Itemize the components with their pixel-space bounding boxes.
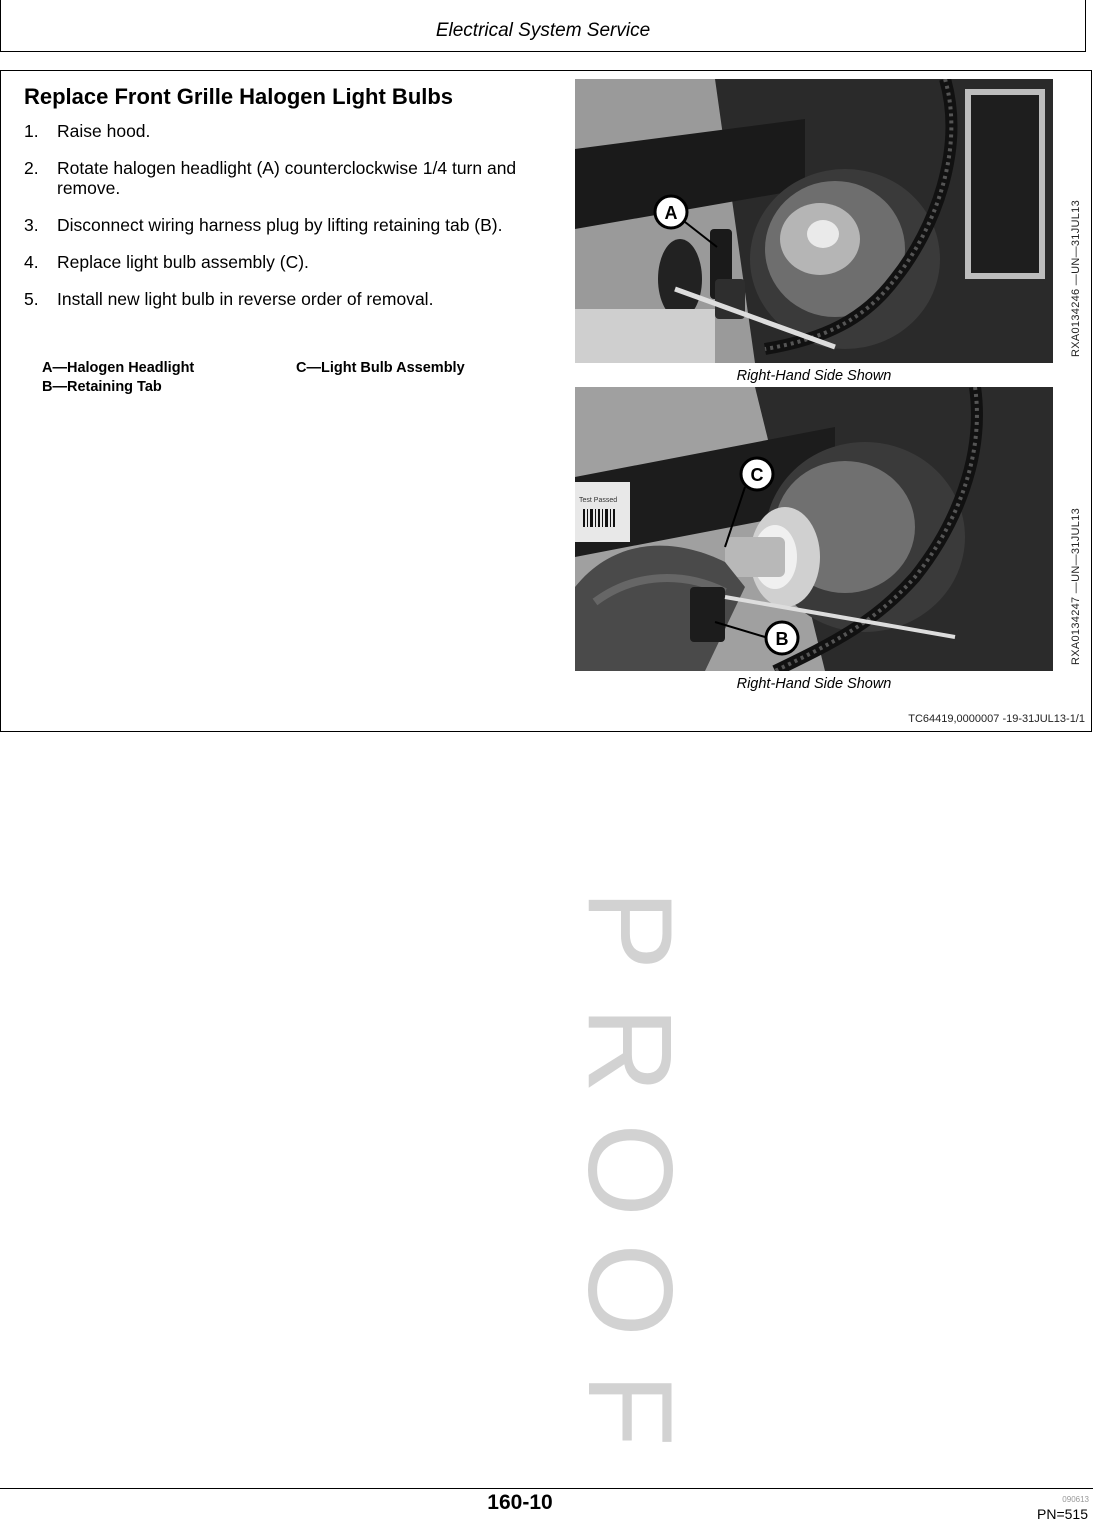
- section-title: Replace Front Grille Halogen Light Bulbs: [24, 84, 454, 109]
- step-number: 3.: [24, 215, 39, 235]
- header-title: Electrical System Service: [435, 20, 651, 41]
- step-text: Rotate halogen headlight (A) counterclockwise 1/4 turn and remove.: [57, 158, 517, 198]
- watermark-letter: R: [563, 1006, 697, 1094]
- callout-c: C: [750, 465, 764, 485]
- page-header: [0, 0, 1086, 52]
- step-text: Install new light bulb in reverse order of removal.: [57, 289, 434, 309]
- figure-2-caption: Right-Hand Side Shown: [736, 676, 892, 692]
- figure-1-id: RXA0134246 —UN—31JUL13: [1070, 199, 1082, 357]
- step-list: [24, 121, 544, 326]
- page-number: 160-10: [487, 1491, 553, 1514]
- figure-2-id: RXA0134247 —UN—31JUL13: [1070, 507, 1082, 665]
- step-item: [24, 289, 544, 309]
- figure-1-photo: [575, 79, 1053, 363]
- footer-divider: [0, 1488, 1093, 1489]
- reference-code: TC64419,0000007 -19-31JUL13-1/1: [908, 713, 1085, 725]
- step-item: [24, 215, 544, 235]
- callout-b: B: [775, 629, 789, 649]
- step-text: Raise hood.: [57, 121, 151, 141]
- step-text: Replace light bulb assembly (C).: [57, 252, 309, 272]
- figure-2-photo: [575, 387, 1053, 671]
- callout-a: A: [664, 203, 678, 223]
- step-item: [24, 121, 544, 141]
- step-item: [24, 252, 544, 272]
- legend-column-1: [42, 359, 194, 397]
- watermark-letter: O: [563, 1123, 697, 1217]
- legend-item-c: C—Light Bulb Assembly: [296, 360, 465, 376]
- legend-column-2: [296, 359, 465, 378]
- legend-item-b: B—Retaining Tab: [42, 379, 162, 395]
- watermark-letter: P: [563, 889, 697, 971]
- proof-watermark: [560, 870, 700, 1470]
- watermark-letter: O: [563, 1243, 697, 1337]
- step-number: 1.: [24, 121, 39, 141]
- figure-1-caption: Right-Hand Side Shown: [736, 368, 892, 384]
- proof-watermark-glyphs: [560, 870, 700, 1470]
- step-number: 5.: [24, 289, 39, 309]
- footer-date-code: 090613: [1062, 1495, 1089, 1504]
- watermark-letter: F: [563, 1373, 697, 1447]
- legend-item-a: A—Halogen Headlight: [42, 360, 195, 376]
- step-number: 4.: [24, 252, 39, 272]
- step-item: [24, 158, 544, 198]
- svg-text:Test Passed: Test Passed: [579, 497, 618, 504]
- step-number: 2.: [24, 158, 39, 178]
- step-text: Disconnect wiring harness plug by lifting retaining tab (B).: [57, 215, 503, 235]
- footer-pn: PN=515: [1037, 1506, 1088, 1522]
